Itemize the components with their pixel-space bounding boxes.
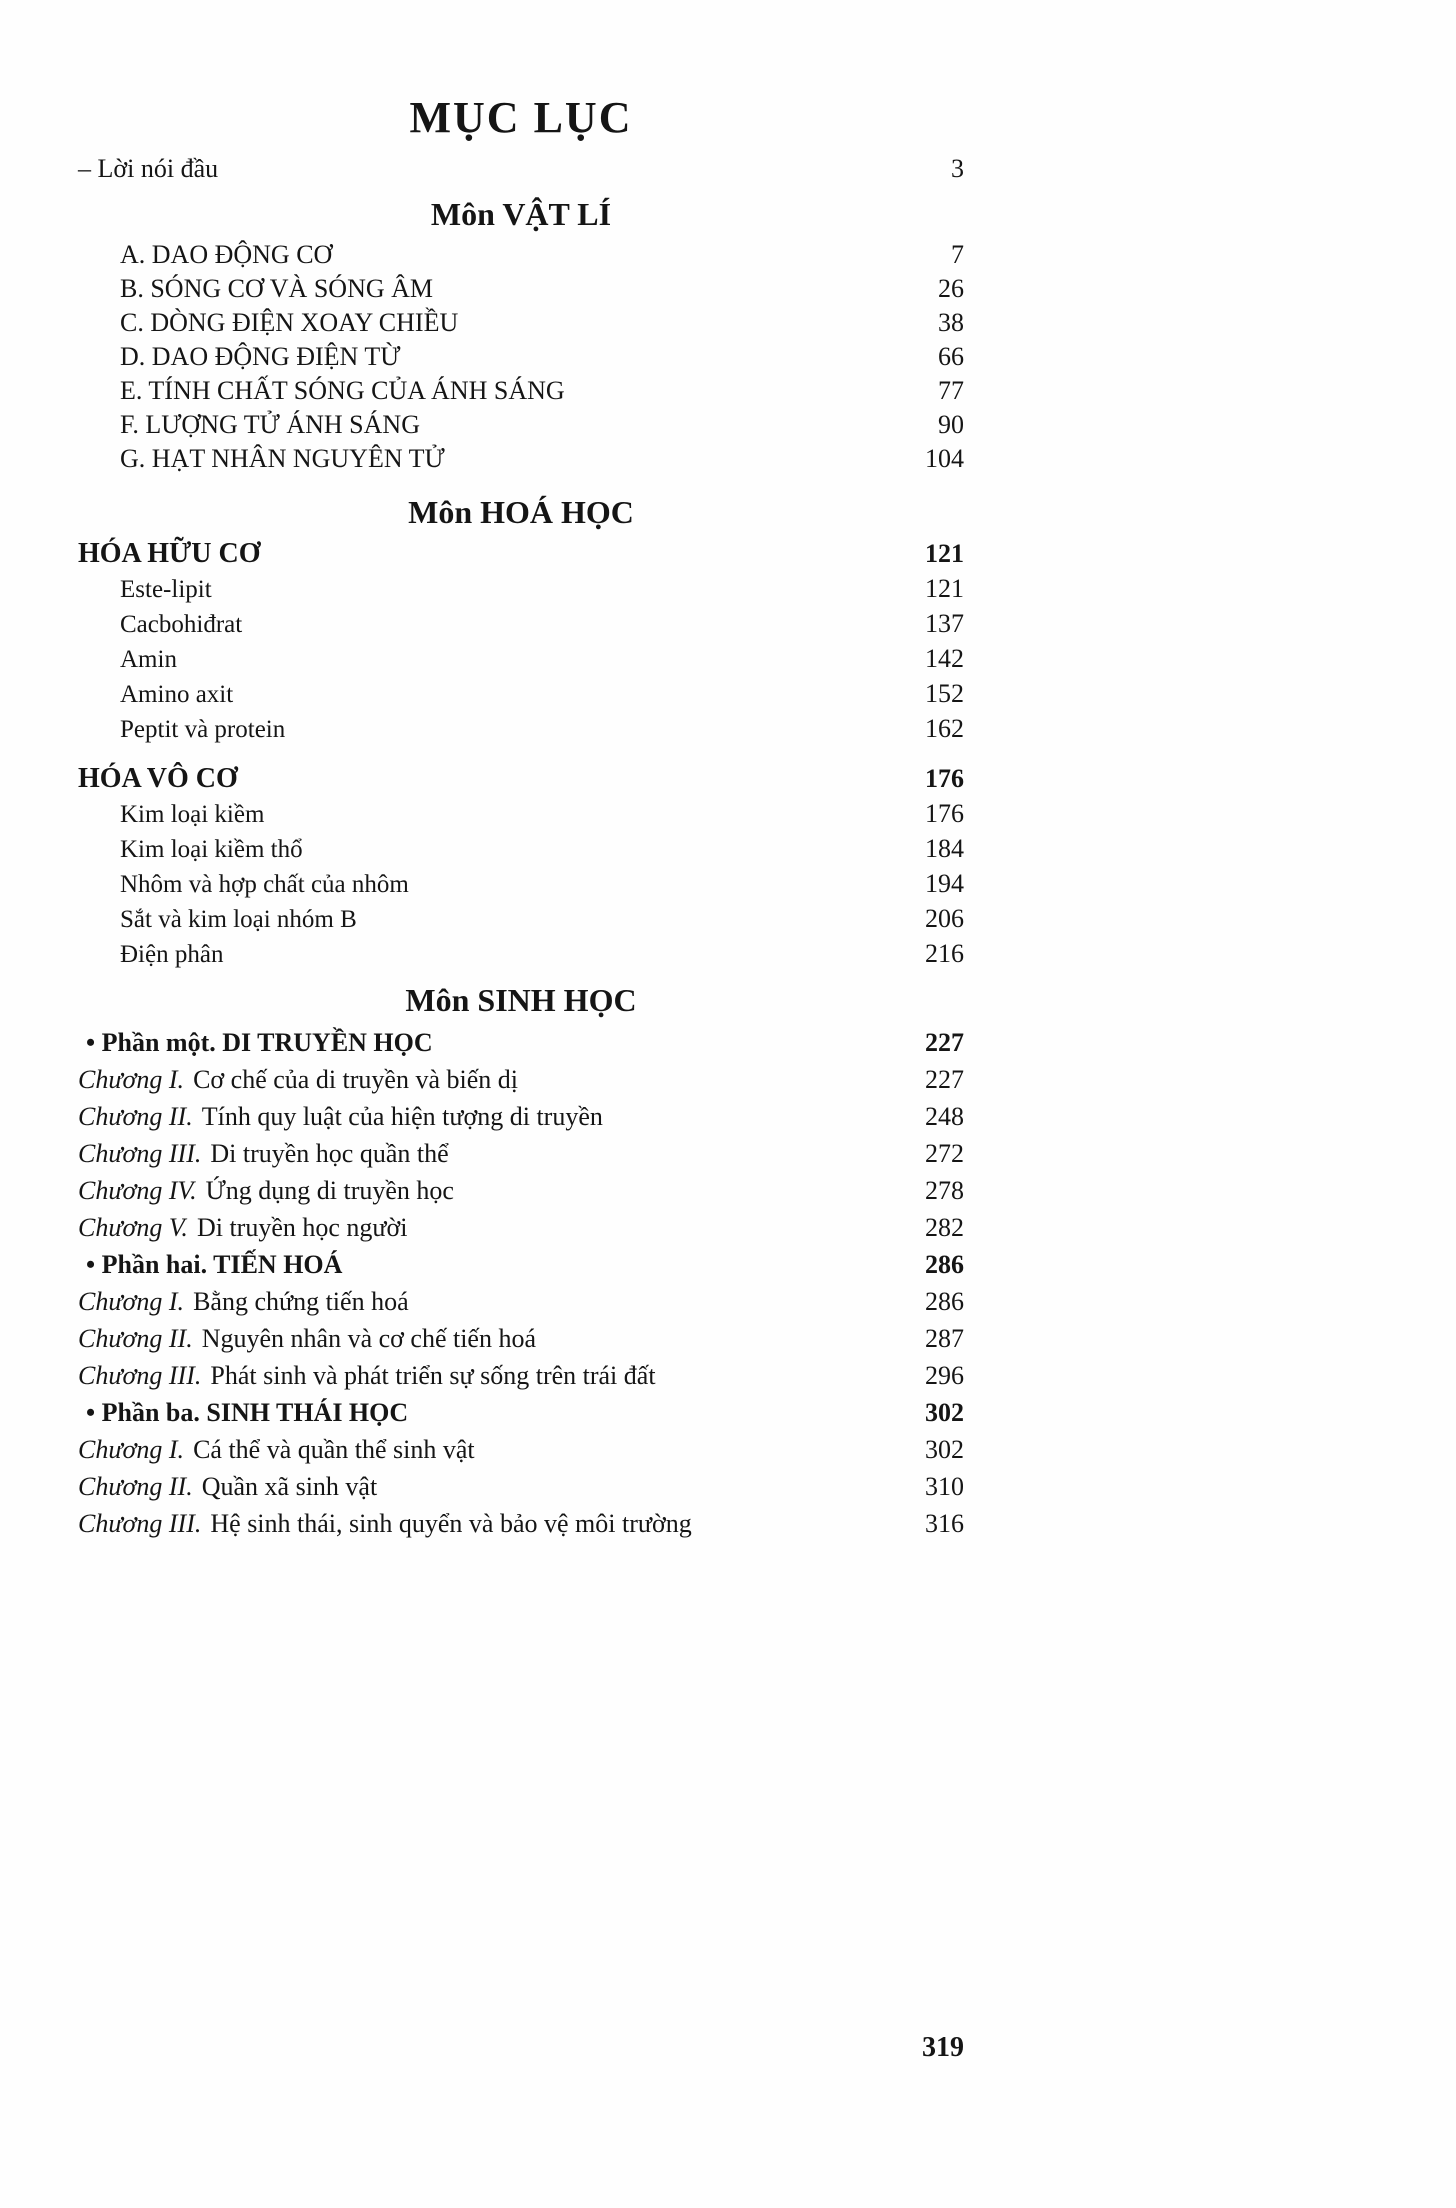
toc-entry-page-number: 194 bbox=[925, 869, 964, 898]
toc-chapter-entry bbox=[78, 1098, 964, 1135]
toc-entry-page-number: 278 bbox=[925, 1176, 964, 1205]
toc-entry bbox=[78, 677, 964, 712]
toc-entry-label bbox=[78, 1098, 603, 1135]
toc-entry-label: Nhôm và hợp chất của nhôm bbox=[120, 871, 409, 898]
toc-part-entry bbox=[78, 1394, 964, 1431]
toc-entry bbox=[78, 306, 964, 340]
chapter-prefix: Chương IV. bbox=[78, 1176, 197, 1205]
toc-entry-page-number: 121 bbox=[925, 574, 964, 603]
toc-entry-label bbox=[78, 1320, 536, 1357]
toc-entry-page-number: 90 bbox=[938, 410, 964, 439]
toc-entry-page-number: 248 bbox=[925, 1102, 964, 1131]
chapter-prefix: Chương II. bbox=[78, 1472, 193, 1501]
toc-entry-label: – Lời nói đầu bbox=[78, 154, 219, 183]
toc-entry-label bbox=[78, 1283, 409, 1320]
page-title: MỤC LỤC bbox=[409, 93, 633, 142]
toc-entry-label: Kim loại kiềm thổ bbox=[120, 836, 303, 863]
chapter-prefix: Chương V. bbox=[78, 1213, 188, 1242]
chapter-prefix: Chương III. bbox=[78, 1139, 202, 1168]
toc-entry bbox=[78, 867, 964, 902]
chapter-prefix: Chương II. bbox=[78, 1324, 193, 1353]
toc-entry-page-number: 142 bbox=[925, 644, 964, 673]
chapter-title: Cơ chế của di truyền và biến dị bbox=[193, 1065, 518, 1094]
toc-entry-label: E. TÍNH CHẤT SÓNG CỦA ÁNH SÁNG bbox=[120, 376, 565, 405]
footer-page-number: 319 bbox=[922, 2032, 964, 2063]
toc-entry-label: G. HẠT NHÂN NGUYÊN TỬ bbox=[120, 444, 445, 473]
toc-entry-page-number: 287 bbox=[925, 1324, 964, 1353]
toc-entry-page-number: 7 bbox=[951, 240, 964, 269]
toc-entry-page-number: 162 bbox=[925, 714, 964, 743]
chapter-prefix: Chương I. bbox=[78, 1287, 185, 1316]
toc-entry-page-number: 227 bbox=[925, 1028, 964, 1057]
toc-entry bbox=[78, 572, 964, 607]
toc-entry-page-number: 216 bbox=[925, 939, 964, 968]
toc-group-entry bbox=[78, 761, 964, 797]
toc-entry-label: A. DAO ĐỘNG CƠ bbox=[120, 240, 333, 269]
toc-entry-label: Kim loại kiềm bbox=[120, 801, 265, 828]
toc-chapter-entry bbox=[78, 1283, 964, 1320]
toc-entry-page-number: 302 bbox=[925, 1435, 964, 1464]
chapter-title: Hệ sinh thái, sinh quyển và bảo vệ môi trường bbox=[210, 1509, 692, 1538]
toc-chapter-entry bbox=[78, 1172, 964, 1209]
toc-entry-page-number: 152 bbox=[925, 679, 964, 708]
chapter-title: Bằng chứng tiến hoá bbox=[193, 1287, 409, 1316]
toc-entry bbox=[78, 642, 964, 677]
toc-entry bbox=[78, 442, 964, 476]
toc-chapter-entry bbox=[78, 1505, 964, 1542]
toc-chapter-entry bbox=[78, 1135, 964, 1172]
toc-entry-label: HÓA HỮU CƠ bbox=[78, 538, 261, 569]
toc-entry bbox=[78, 832, 964, 867]
chapter-title: Ứng dụng di truyền học bbox=[205, 1176, 454, 1205]
toc-entry bbox=[78, 238, 964, 272]
toc-part-entry bbox=[78, 1024, 964, 1061]
toc-entry-page-number: 206 bbox=[925, 904, 964, 933]
toc-entry-label: D. DAO ĐỘNG ĐIỆN TỪ bbox=[120, 342, 401, 371]
section-heading-biology: Môn SINH HỌC bbox=[405, 982, 637, 1018]
toc-entry bbox=[78, 340, 964, 374]
toc-entry bbox=[78, 902, 964, 937]
toc-entry bbox=[78, 797, 964, 832]
toc-entry-page-number: 77 bbox=[938, 376, 964, 405]
toc-entry-label bbox=[78, 1468, 377, 1505]
toc-chapter-entry bbox=[78, 1061, 964, 1098]
section-heading-chemistry: Môn HOÁ HỌC bbox=[408, 494, 634, 530]
toc-entry-page-number: 26 bbox=[938, 274, 964, 303]
toc-entry-page-number: 286 bbox=[925, 1287, 964, 1316]
toc-entry bbox=[78, 712, 964, 747]
chapter-title: Phát sinh và phát triển sự sống trên trái đất bbox=[210, 1361, 656, 1390]
toc-chapter-entry bbox=[78, 1357, 964, 1394]
toc-entry-page-number: 137 bbox=[925, 609, 964, 638]
toc-entry-label: Amin bbox=[120, 646, 177, 673]
chapter-prefix: Chương II. bbox=[78, 1102, 193, 1131]
toc-entry-label bbox=[78, 1172, 454, 1209]
toc-entry-label: • Phần một. DI TRUYỀN HỌC bbox=[86, 1028, 433, 1057]
toc-entry-label: Cacbohiđrat bbox=[120, 611, 243, 638]
toc-entry bbox=[78, 374, 964, 408]
chapter-prefix: Chương I. bbox=[78, 1065, 185, 1094]
toc-chapter-entry bbox=[78, 1209, 964, 1246]
toc-entry-page-number: 296 bbox=[925, 1361, 964, 1390]
toc-preface-row bbox=[78, 152, 964, 186]
toc-entry-label bbox=[78, 1209, 407, 1246]
toc-entry-page-number: 176 bbox=[925, 764, 964, 793]
toc-entry bbox=[78, 408, 964, 442]
toc-entry-page-number: 38 bbox=[938, 308, 964, 337]
chapter-prefix: Chương III. bbox=[78, 1509, 202, 1538]
toc-chapter-entry bbox=[78, 1431, 964, 1468]
toc-entry-label: Peptit và protein bbox=[120, 716, 286, 743]
toc-entry-page-number: 121 bbox=[925, 539, 964, 568]
chapter-title: Quần xã sinh vật bbox=[201, 1472, 378, 1501]
chapter-title: Di truyền học người bbox=[196, 1213, 408, 1242]
toc-entry-label bbox=[78, 1431, 475, 1468]
toc-entry-page-number: 66 bbox=[938, 342, 964, 371]
toc-group-entry bbox=[78, 536, 964, 572]
toc-entry bbox=[78, 937, 964, 972]
toc-entry-page-number: 282 bbox=[925, 1213, 964, 1242]
chapter-title: Cá thể và quần thể sinh vật bbox=[193, 1435, 475, 1464]
toc-entry-label: Este-lipit bbox=[120, 576, 212, 603]
toc-entry-label bbox=[78, 1357, 656, 1394]
toc-entry-label: • Phần hai. TIẾN HOÁ bbox=[86, 1250, 343, 1279]
toc-entry-page-number: 3 bbox=[951, 154, 964, 183]
toc-entry-label: Điện phân bbox=[120, 941, 224, 968]
toc-entry-label: F. LƯỢNG TỬ ÁNH SÁNG bbox=[120, 410, 420, 439]
toc-entry-page-number: 184 bbox=[925, 834, 964, 863]
toc-entry-label: Sắt và kim loại nhóm B bbox=[120, 906, 357, 933]
section-heading-physics: Môn VẬT LÍ bbox=[430, 196, 612, 232]
toc-entry-page-number: 227 bbox=[925, 1065, 964, 1094]
chapter-title: Di truyền học quần thể bbox=[210, 1139, 449, 1168]
toc-entry-page-number: 104 bbox=[925, 444, 964, 473]
toc-entry-page-number: 302 bbox=[925, 1398, 964, 1427]
toc-entry-label: Amino axit bbox=[120, 681, 234, 708]
chapter-prefix: Chương I. bbox=[78, 1435, 185, 1464]
toc-entry-page-number: 316 bbox=[925, 1509, 964, 1538]
toc-entry-page-number: 286 bbox=[925, 1250, 964, 1279]
toc-entry bbox=[78, 607, 964, 642]
toc-entry-label bbox=[78, 1505, 692, 1542]
chapter-prefix: Chương III. bbox=[78, 1361, 202, 1390]
chapter-title: Tính quy luật của hiện tượng di truyền bbox=[201, 1102, 603, 1131]
toc-entry-page-number: 176 bbox=[925, 799, 964, 828]
toc-entry-label: B. SÓNG CƠ VÀ SÓNG ÂM bbox=[120, 274, 434, 303]
toc-entry-page-number: 310 bbox=[925, 1472, 964, 1501]
toc-entry-label: C. DÒNG ĐIỆN XOAY CHIỀU bbox=[120, 308, 459, 337]
toc-chapter-entry bbox=[78, 1320, 964, 1357]
toc-entry-page-number: 272 bbox=[925, 1139, 964, 1168]
toc-entry-label bbox=[78, 1061, 518, 1098]
toc-entry-label: HÓA VÔ CƠ bbox=[78, 763, 238, 794]
toc-entry-label: • Phần ba. SINH THÁI HỌC bbox=[86, 1398, 409, 1427]
toc-content bbox=[78, 92, 964, 1542]
toc-chapter-entry bbox=[78, 1468, 964, 1505]
chapter-title: Nguyên nhân và cơ chế tiến hoá bbox=[201, 1324, 537, 1353]
toc-part-entry bbox=[78, 1246, 964, 1283]
toc-entry bbox=[78, 272, 964, 306]
toc-entry-label bbox=[78, 1135, 449, 1172]
